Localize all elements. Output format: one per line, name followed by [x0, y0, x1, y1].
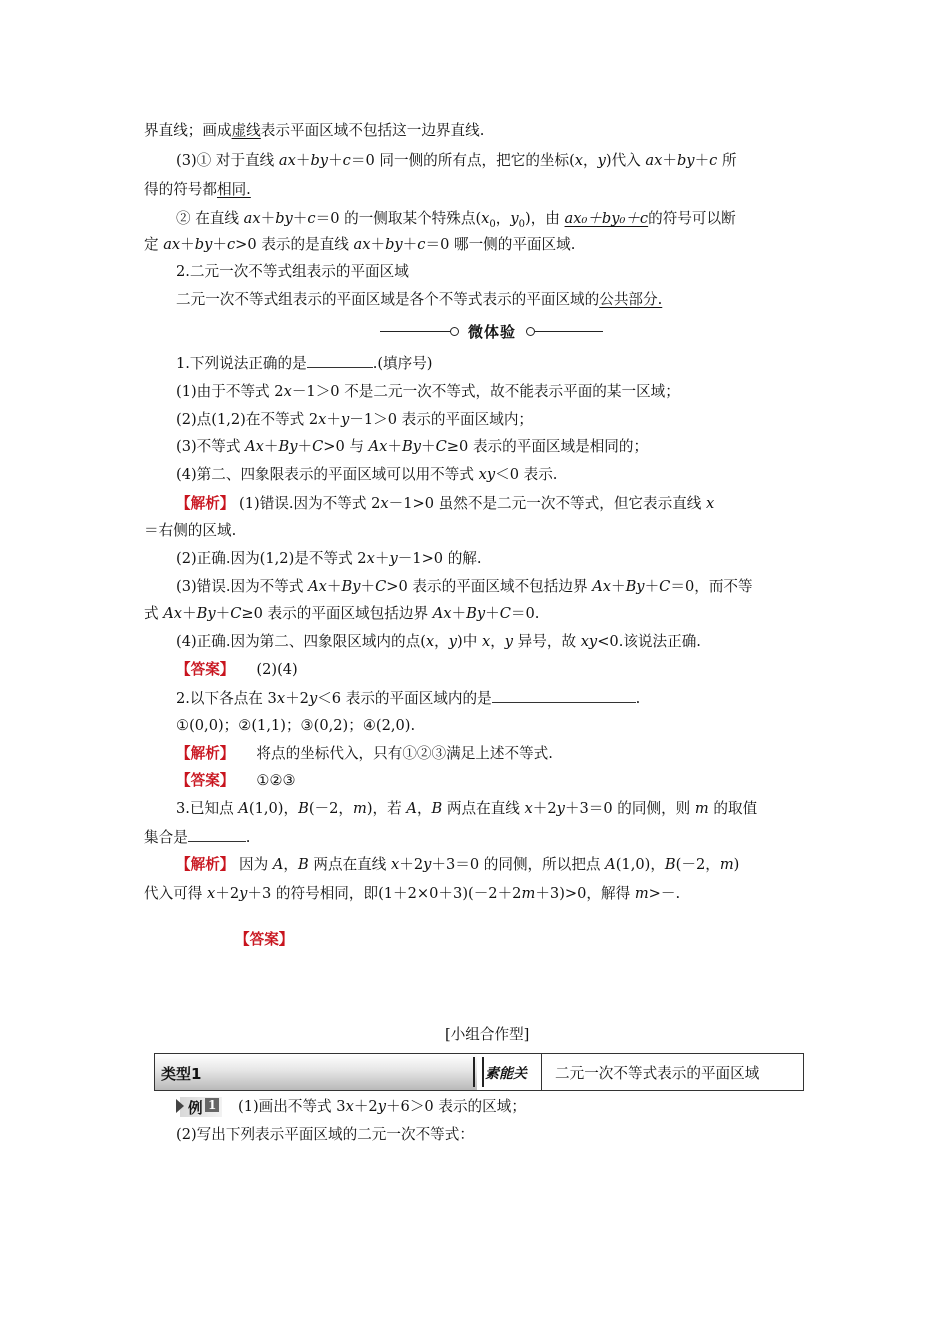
option-line: (2)点(1,2)在不等式 2x＋y－1＞0 表示的平面区域内； — [176, 411, 534, 428]
text-line: 得的符号都相同. — [144, 181, 251, 198]
answer-line: 【答案】 (2)(4) — [176, 661, 298, 678]
analysis-line: (2)正确.因为(1,2)是不等式 2x＋y－1>0 的解. — [176, 550, 482, 567]
banner-title: 二元一次不等式表示的平面区域 — [555, 1065, 760, 1082]
example-number: 1 — [205, 1098, 219, 1112]
answer-tag: 【答案】 — [176, 661, 235, 678]
text-line: ② 在直线 ax＋by＋c＝0 的一侧取某个特殊点($x_0$，$y_0$)，由 ax₀＋by₀＋c的符号可以断 — [176, 210, 736, 230]
analysis-line: ＝右侧的区域. — [144, 522, 237, 539]
text-line: (3)① 对于直线 ax＋by＋c＝0 同一侧的所有点，把它的坐标(x，y)代入 ax＋by＋c 所 — [176, 152, 737, 169]
answer-tag: 【答案】 — [235, 931, 294, 948]
banner-double-bar — [473, 1057, 484, 1087]
underlined-term: 相同. — [216, 181, 251, 198]
text-line: 2.二元一次不等式组表示的平面区域 — [176, 263, 409, 280]
analysis-tag: 【解析】 — [176, 745, 235, 762]
type-banner — [154, 1053, 804, 1091]
banner-divider — [541, 1054, 542, 1090]
question-stem: 1.下列说法正确的是 .(填序号) — [176, 355, 433, 372]
divider-circle-right — [526, 327, 535, 336]
analysis-line: 式 Ax＋By＋C≥0 表示的平面区域包括边界 Ax＋By＋C＝0. — [144, 605, 540, 622]
text-line: 二元一次不等式组表示的平面区域是各个不等式表示的平面区域的公共部分. — [176, 291, 663, 308]
example-line: (1)画出不等式 3x＋2y＋6＞0 表示的区域； — [238, 1098, 526, 1115]
banner-gradient — [155, 1054, 477, 1090]
answer-blank — [307, 353, 373, 368]
example-line: (2)写出下列表示平面区域的二元一次不等式： — [176, 1126, 474, 1143]
play-triangle-icon — [176, 1099, 184, 1113]
analysis-line: 代入可得 x＋2y＋3 的符号相同，即(1＋2×0＋3)(－2＋2m＋3)>0，解得 m>－. — [144, 885, 681, 902]
option-line: (4)第二、四象限表示的平面区域可以用不等式 xy＜0 表示. — [176, 466, 558, 483]
analysis-line: 【解析】 将点的坐标代入，只有①②③满足上述不等式. — [176, 745, 553, 762]
underlined-term: ax₀＋by₀＋c — [564, 210, 649, 227]
type-label: 类型1 — [161, 1065, 202, 1083]
text-line: 定 ax＋by＋c>0 表示的是直线 ax＋by＋c＝0 哪一侧的平面区域. — [144, 236, 576, 253]
section-title: 微体验 — [468, 323, 517, 341]
question-stem: 3.已知点 A(1,0)，B(－2，m)，若 A，B 两点在直线 x＋2y＋3＝0 的同侧，则 m 的取值 — [176, 800, 758, 817]
analysis-line: 【解析】 因为 A，B 两点在直线 x＋2y＋3＝0 的同侧，所以把点 A(1,0)，B(－2，m) — [176, 856, 740, 873]
question-stem: 2.以下各点在 3x＋2y＜6 表示的平面区域内的是 . — [176, 690, 641, 707]
option-line: ①(0,0)；②(1,1)；③(0,2)；④(2,0). — [176, 717, 416, 734]
analysis-line: (3)错误.因为不等式 Ax＋By＋C>0 表示的平面区域不包括边界 Ax＋By＋C＝0，而不等 — [176, 578, 753, 595]
banner-tag: 素能关 — [485, 1066, 527, 1082]
underlined-term: 公共部分. — [599, 291, 663, 308]
divider-line-right — [535, 331, 603, 332]
text-line: 界直线；画成虚线表示平面区域不包括这一边界直线. — [144, 122, 485, 139]
example-badge — [176, 1095, 222, 1117]
analysis-tag: 【解析】 — [176, 856, 235, 873]
option-line: (3)不等式 Ax＋By＋C>0 与 Ax＋By＋C≥0 表示的平面区域是相同的； — [176, 438, 649, 455]
option-line: (1)由于不等式 2x－1＞0 不是二元一次不等式，故不能表示平面的某一区域； — [176, 383, 680, 400]
answer-blank — [492, 688, 636, 703]
answer-tag: 【答案】 — [176, 772, 235, 789]
answer-blank — [188, 827, 246, 842]
analysis-line: (4)正确.因为第二、四象限区域内的点(x，y)中 x，y 异号，故 xy<0.该说法正确. — [176, 633, 701, 650]
divider-line-left — [380, 331, 452, 332]
analysis-tag: 【解析】 — [176, 495, 235, 512]
example-label: 例 — [188, 1100, 203, 1117]
divider-circle-left — [450, 327, 459, 336]
answer-line: 【答案】 ①②③ — [176, 772, 296, 789]
analysis-line: 【解析】 (1)错误.因为不等式 2x－1>0 虽然不是二元一次不等式，但它表示直线 x — [176, 495, 715, 512]
question-stem: 集合是 . — [144, 829, 251, 846]
underlined-term: 虚线 — [231, 122, 261, 139]
group-heading: [小组合作型] — [445, 1026, 530, 1043]
